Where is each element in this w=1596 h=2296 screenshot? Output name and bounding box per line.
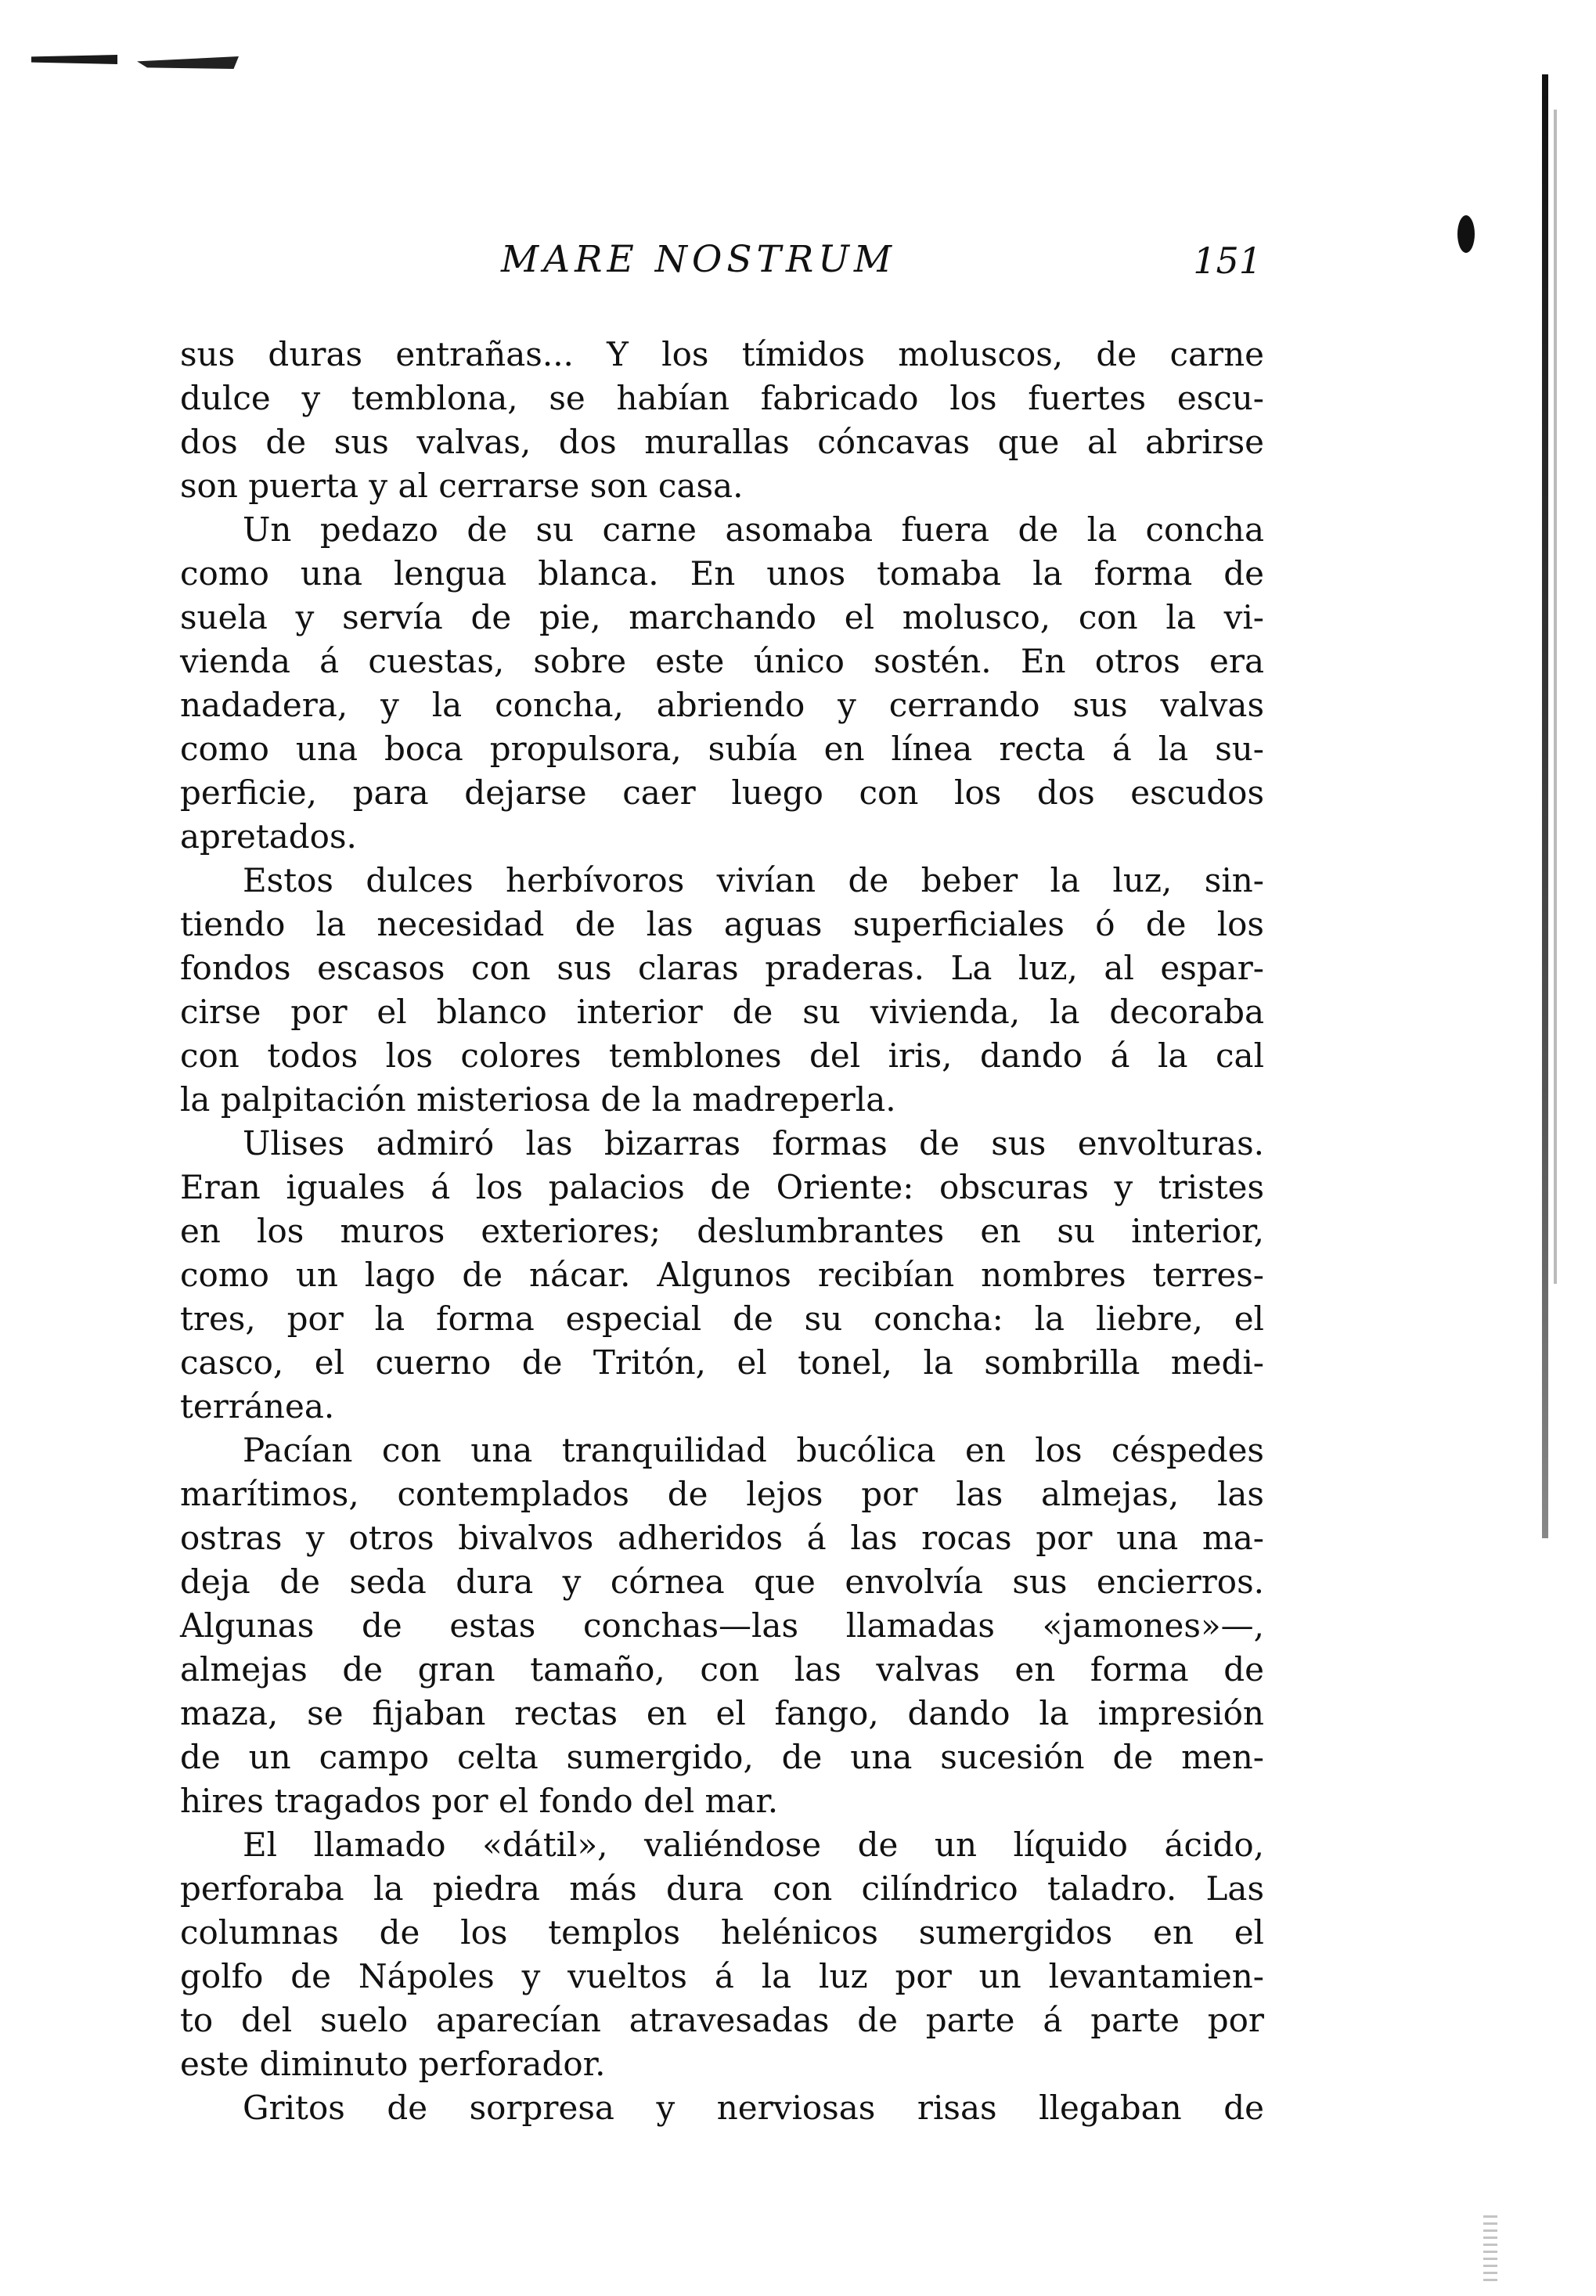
text-line: Ulises admiró las bizarras formas de sus envolturas.: [243, 1124, 1264, 1162]
scan-speckles: [1483, 2215, 1497, 2286]
text-line: con todos los colores temblones del iris, dando á la cal: [180, 1036, 1264, 1075]
text-line: Gritos de sorpresa y nerviosas risas llegaban de: [243, 2089, 1264, 2127]
text-line: dulce y temblona, se habían fabricado los fuertes escu-: [180, 379, 1264, 417]
scan-artifact-top-left: [31, 55, 117, 64]
text-line: maza, se fijaban rectas en el fango, dando la impresión: [180, 1694, 1264, 1732]
text-line: ostras y otros bivalvos adheridos á las rocas por una ma-: [180, 1519, 1264, 1557]
page-edge-shadow-faint: [1554, 110, 1557, 1284]
text-line: to del suelo aparecían atravesadas de parte á parte por: [180, 2001, 1264, 2039]
text-line: de un campo celta sumergido, de una sucesión de men-: [180, 1738, 1264, 1776]
text-line: Eran iguales á los palacios de Oriente: obscuras y tristes: [180, 1168, 1264, 1206]
text-line: golfo de Nápoles y vueltos á la luz por un levantamien-: [180, 1957, 1264, 1995]
running-title: MARE NOSTRUM: [501, 238, 897, 281]
text-line: este diminuto perforador.: [180, 2045, 606, 2083]
text-line: tres, por la forma especial de su concha: la liebre, el: [180, 1299, 1264, 1338]
page-number: 151: [1193, 240, 1262, 282]
text-line: perforaba la piedra más dura con cilíndrico taladro. Las: [180, 1869, 1264, 1908]
page-edge-shadow: [1542, 74, 1548, 1538]
text-line: en los muros exteriores; deslumbrantes en su interior,: [180, 1212, 1264, 1250]
text-line: almejas de gran tamaño, con las valvas en forma de: [180, 1650, 1264, 1689]
text-line: vienda á cuestas, sobre este único sostén. En otros era: [180, 642, 1264, 680]
text-line: deja de seda dura y córnea que envolvía sus encierros.: [180, 1563, 1264, 1601]
text-line: son puerta y al cerrarse son casa.: [180, 467, 744, 505]
text-line: suela y servía de pie, marchando el molusco, con la vi-: [180, 598, 1264, 636]
text-line: perficie, para dejarse caer luego con los dos escudos: [180, 773, 1264, 812]
body-text: [180, 333, 1264, 2130]
text-line: Un pedazo de su carne asomaba fuera de la concha: [243, 510, 1264, 549]
text-line: dos de sus valvas, dos murallas cóncavas que al abrirse: [180, 423, 1264, 461]
text-line: fondos escasos con sus claras praderas. La luz, al espar-: [180, 949, 1264, 987]
text-line: hires tragados por el fondo del mar.: [180, 1782, 779, 1820]
text-line: marítimos, contemplados de lejos por las almejas, las: [180, 1475, 1264, 1513]
scan-artifact-top-left-2: [137, 56, 239, 69]
text-line: cirse por el blanco interior de su vivienda, la decoraba: [180, 993, 1264, 1031]
text-line: como un lago de nácar. Algunos recibían nombres terres-: [180, 1256, 1264, 1294]
text-line: nadadera, y la concha, abriendo y cerrando sus valvas: [180, 686, 1264, 724]
text-line: Algunas de estas conchas—las llamadas «jamones»—,: [180, 1606, 1264, 1645]
text-line: tiendo la necesidad de las aguas superficiales ó de los: [180, 905, 1264, 943]
text-line: casco, el cuerno de Tritón, el tonel, la sombrilla medi-: [180, 1343, 1264, 1382]
text-line: Pacían con una tranquilidad bucólica en los céspedes: [243, 1431, 1264, 1469]
page-header: [180, 235, 1260, 290]
text-line: Estos dulces herbívoros vivían de beber la luz, sin-: [243, 861, 1264, 899]
text-line: como una boca propulsora, subía en línea recta á la su-: [180, 730, 1264, 768]
text-line: sus duras entrañas... Y los tímidos moluscos, de carne: [180, 335, 1264, 373]
text-line: apretados.: [180, 817, 357, 856]
text-line: terránea.: [180, 1387, 335, 1426]
ink-blot: [1457, 215, 1475, 253]
text-line: columnas de los templos helénicos sumergidos en el: [180, 1913, 1264, 1952]
text-line: El llamado «dátil», valiéndose de un líquido ácido,: [243, 1826, 1264, 1864]
text-line: la palpitación misteriosa de la madreperla.: [180, 1080, 896, 1119]
text-line: como una lengua blanca. En unos tomaba la forma de: [180, 554, 1264, 593]
